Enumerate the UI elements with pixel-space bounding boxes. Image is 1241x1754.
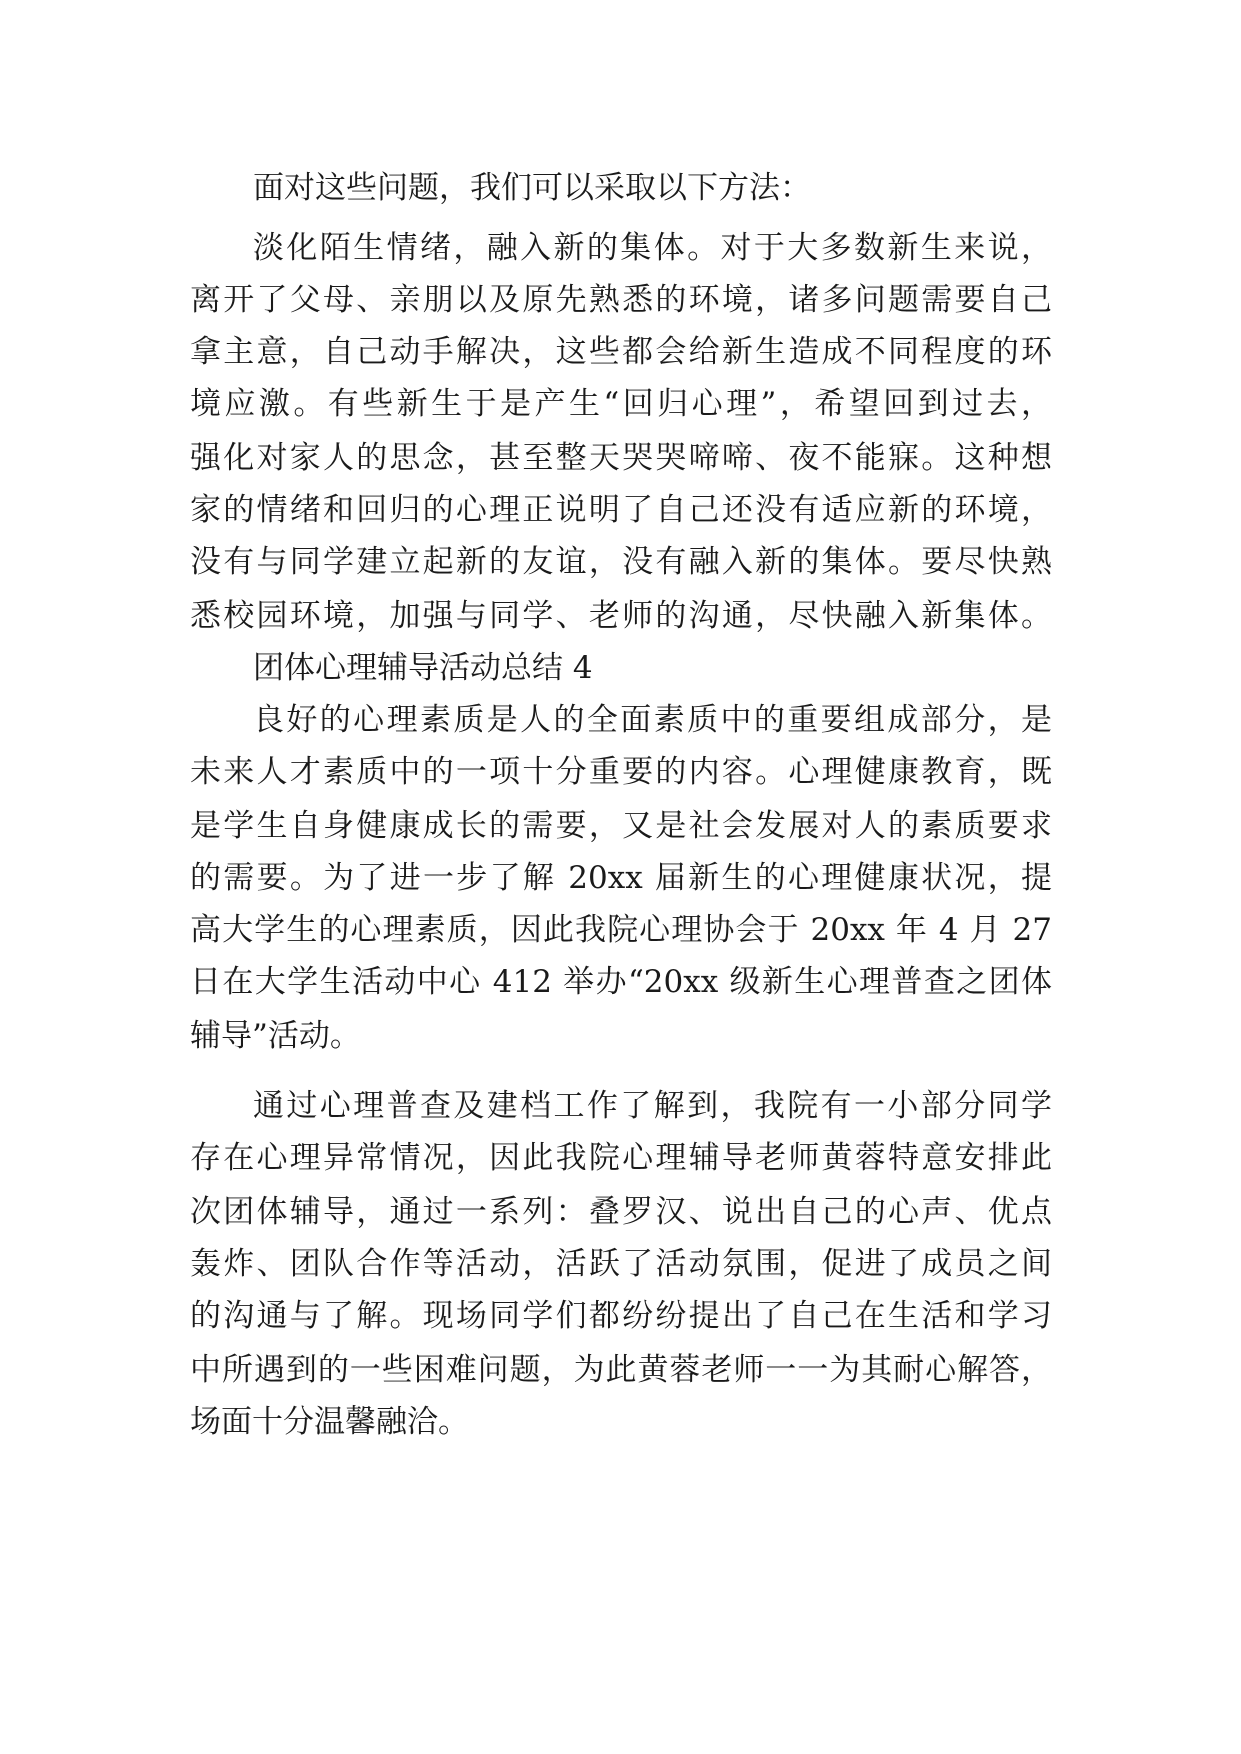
paragraph-line: 家的情绪和回归的心理正说明了自己还没有适应新的环境， — [190, 492, 1052, 528]
paragraph-line: 良好的心理素质是人的全面素质中的重要组成部分，是 — [253, 702, 1052, 738]
paragraph-line: 存在心理异常情况，因此我院心理辅导老师黄蓉特意安排此 — [190, 1140, 1052, 1176]
paragraph-line: 拿主意，自己动手解决，这些都会给新生造成不同程度的环 — [190, 334, 1052, 370]
paragraph-line: 离开了父母、亲朋以及原先熟悉的环境，诸多问题需要自己 — [190, 282, 1052, 318]
paragraph-line: 辅导”活动。 — [190, 1018, 361, 1054]
paragraph-line: 高大学生的心理素质，因此我院心理协会于 20xx 年 4 月 27 — [190, 912, 1052, 948]
paragraph-line: 场面十分温馨融洽。 — [190, 1404, 469, 1440]
paragraph-line: 日在大学生活动中心 412 举办“20xx 级新生心理普查之团体 — [190, 964, 1052, 1000]
paragraph-line: 未来人才素质中的一项十分重要的内容。心理健康教育，既 — [190, 754, 1052, 790]
paragraph-line: 次团体辅导，通过一系列：叠罗汉、说出自己的心声、优点 — [190, 1194, 1052, 1230]
paragraph-line: 的需要。为了进一步了解 20xx 届新生的心理健康状况，提 — [190, 860, 1052, 896]
paragraph-line: 中所遇到的一些困难问题，为此黄蓉老师一一为其耐心解答， — [190, 1352, 1052, 1388]
paragraph-line: 轰炸、团队合作等活动，活跃了活动氛围，促进了成员之间 — [190, 1246, 1052, 1282]
paragraph-line: 的沟通与了解。现场同学们都纷纷提出了自己在生活和学习 — [190, 1298, 1052, 1334]
paragraph-line: 境应激。有些新生于是产生“回归心理”，希望回到过去， — [190, 386, 1052, 422]
paragraph-line: 淡化陌生情绪，融入新的集体。对于大多数新生来说， — [253, 230, 1052, 266]
paragraph-line: 是学生自身健康成长的需要，又是社会发展对人的素质要求 — [190, 808, 1052, 844]
paragraph-line: 悉校园环境，加强与同学、老师的沟通，尽快融入新集体。 — [190, 598, 1052, 634]
section-heading: 团体心理辅导活动总结 4 — [253, 650, 593, 686]
paragraph-line: 面对这些问题，我们可以采取以下方法： — [253, 170, 811, 206]
paragraph-line: 没有与同学建立起新的友谊，没有融入新的集体。要尽快熟 — [190, 544, 1052, 580]
paragraph-line: 通过心理普查及建档工作了解到，我院有一小部分同学 — [253, 1088, 1052, 1124]
paragraph-line: 强化对家人的思念，甚至整天哭哭啼啼、夜不能寐。这种想 — [190, 440, 1052, 476]
